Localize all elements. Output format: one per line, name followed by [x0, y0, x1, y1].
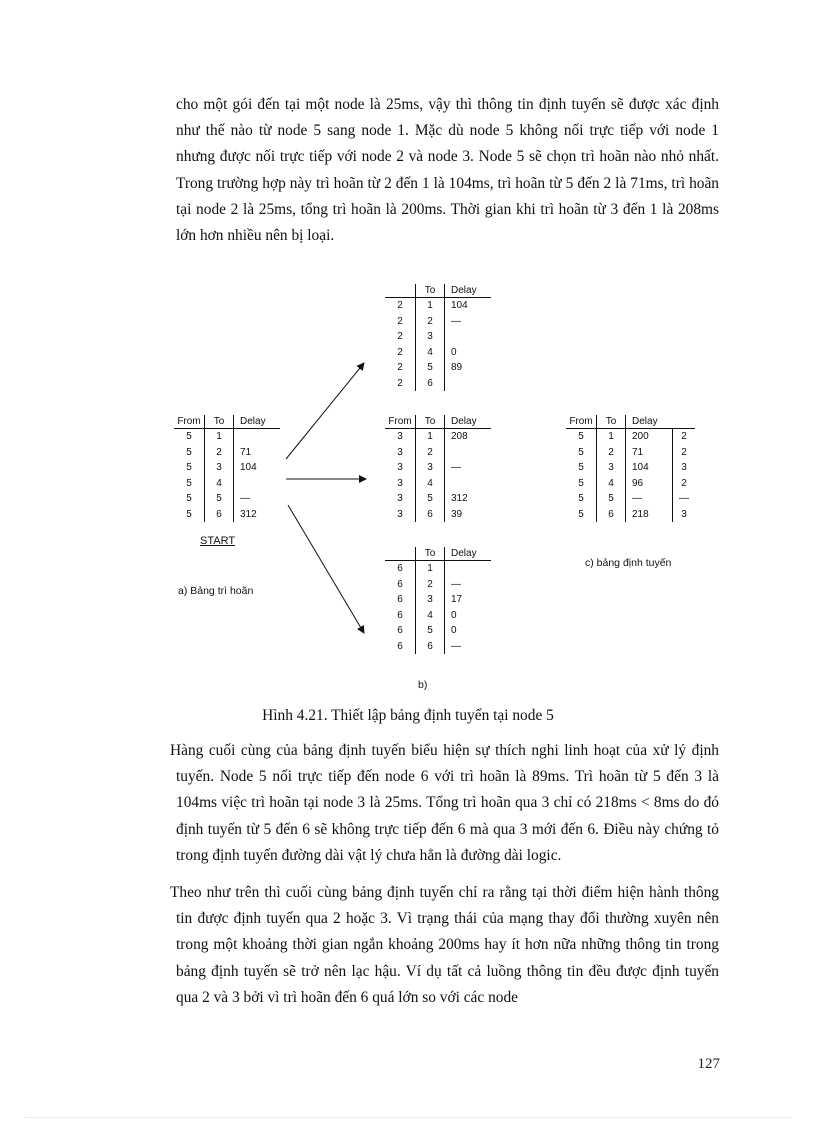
- table-row: 5 2 71 2: [566, 445, 695, 461]
- table-row: 3 2: [385, 445, 491, 461]
- header-to: To: [205, 415, 234, 429]
- figure-caption: Hình 4.21. Thiết lập bảng định tuyến tại node 5: [262, 707, 554, 724]
- paragraph-3: Theo như trên thì cuối cùng bảng định tuyến chỉ ra rằng tại thời điểm hiện hành thông tin được định tuyến qua 2 hoặc 3. Vì trạng thái của mạng thay đổi thường xuyên nên trong một khoảng thời gian ngắn khoảng 200ms hay ít hơn nữa những thông tin trong bảng định tuyến sẽ trở nên lạc hậu. Ví dụ tất cả luồng thông tin đều được định tuyến qua 2 và 3 bởi vì trì hoãn đến 6 quá lớn so với các node: [170, 884, 719, 1006]
- table-row: 6 4 0: [385, 608, 491, 624]
- table-row: 5 4: [174, 476, 280, 492]
- label-b: b): [418, 679, 428, 691]
- table-row: 6 1: [385, 561, 491, 577]
- table-row: 2 5 89: [385, 360, 491, 376]
- table-row: 5 3 104 3: [566, 460, 695, 476]
- table-row: 2 1 104: [385, 298, 491, 314]
- table-row: 3 5 312: [385, 491, 491, 507]
- table-row: 5 1 200 2: [566, 429, 695, 445]
- start-label: START: [200, 535, 236, 547]
- table-row: 3 6 39: [385, 507, 491, 523]
- table-row: 6 6 —: [385, 639, 491, 655]
- table-row: 6 3 17: [385, 592, 491, 608]
- table-a-delay: [174, 415, 280, 522]
- table-row: 5 1: [174, 429, 280, 445]
- table-row: 2 6: [385, 376, 491, 392]
- paragraph-2: Hàng cuối cùng của bảng định tuyến biểu hiện sự thích nghi linh hoạt của xử lý định tuyến. Node 5 nối trực tiếp đến node 6 với trì hoãn là 89ms. Trì hoãn từ 5 đến 3 là 104ms việc trì hoãn tại node 3 là 25ms. Tổng trì hoãn qua 3 chỉ có 218ms < 8ms do đó định tuyến từ 5 đến 6 sẽ không trực tiếp đến 6 mà qua 3 mới đến 6. Điều này chứng tỏ trong định tuyến đường dài vật lý chưa hẳn là đường dài logic.: [170, 742, 719, 864]
- table-row: 6 5 0: [385, 623, 491, 639]
- table-row: 2 2 —: [385, 314, 491, 330]
- table-row: 5 5 —: [174, 491, 280, 507]
- table-row: 5 6 218 3: [566, 507, 695, 523]
- label-a: a) Bảng trì hoãn: [178, 585, 254, 597]
- table-row: 5 2 71: [174, 445, 280, 461]
- table-b-node2: To Delay 2 1 104 2 2 — 2 3 2 4 0 2 5 89 2 6: [385, 284, 491, 391]
- arrow-to-node6: [288, 505, 364, 633]
- label-c: c) bảng định tuyến: [585, 557, 672, 569]
- table-row: 5 6 312: [174, 507, 280, 523]
- page-number: 127: [697, 1056, 720, 1072]
- table-row: 2 4 0: [385, 345, 491, 361]
- table-row: 5 5 — —: [566, 491, 695, 507]
- table-b-node3: From To Delay 3 1 208 3 2 3 3 — 3 4 3 5 312 3 6 39: [385, 415, 491, 522]
- table-row: 2 3: [385, 329, 491, 345]
- table-row: 5 4 96 2: [566, 476, 695, 492]
- table-row: 3 3 —: [385, 460, 491, 476]
- header-from: From: [174, 415, 205, 429]
- table-row: 6 2 —: [385, 577, 491, 593]
- table-row: 3 1 208: [385, 429, 491, 445]
- header-delay: Delay: [234, 415, 281, 429]
- table-c-routing: From To Delay 5 1 200 2 5 2 71 2 5 3 104 3 5 4 96 2 5 5 — — 5 6 218 3: [566, 415, 695, 522]
- paragraph-1: cho một gói đến tại một node là 25ms, vậy thì thông tin định tuyến sẽ được xác định như thế nào từ node 5 sang node 1. Mặc dù node 5 không nối trực tiếp với node 1 nhưng được nối trực tiếp với node 2 và node 3. Node 5 sẽ chọn trì hoãn nào nhỏ nhất. Trong trường hợp này trì hoãn từ 2 đến 1 là 104ms, trì hoãn từ 5 đến 2 là 71ms, trì hoãn tại node 2 là 25ms, tổng trì hoãn là 200ms. Thời gian khi trì hoãn từ 3 đến 1 là 208ms lớn hơn nhiều nên bị loại.: [176, 96, 719, 245]
- table-row: 5 3 104: [174, 460, 280, 476]
- table-b-node6: To Delay 6 1 6 2 — 6 3 17 6 4 0 6 5 0 6 6 —: [385, 547, 491, 654]
- footer-rule: [24, 1117, 792, 1118]
- arrow-to-node2: [286, 363, 364, 459]
- table-row: 3 4: [385, 476, 491, 492]
